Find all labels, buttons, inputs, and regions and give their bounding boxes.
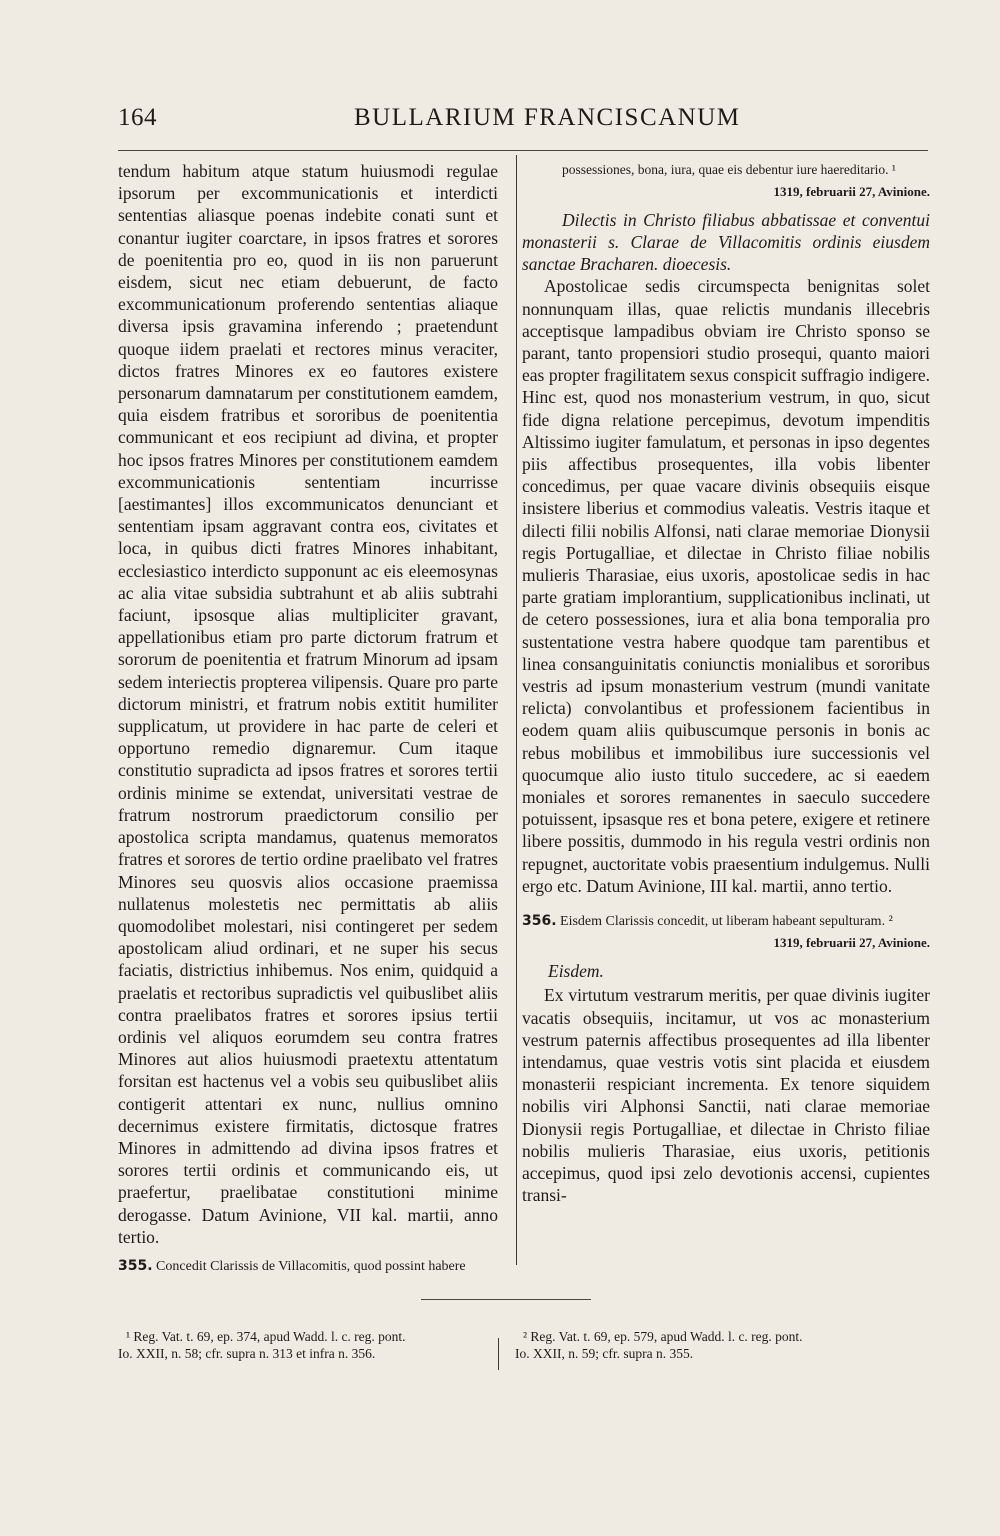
- footnote-2-line-1: ² Reg. Vat. t. 69, ep. 579, apud Wadd. l. c. reg. pont.: [523, 1329, 803, 1344]
- page-header: [118, 104, 928, 144]
- header-rule: [118, 150, 928, 151]
- left-column: [118, 160, 498, 1275]
- footnote-2: [515, 1328, 925, 1362]
- entry-356-summary: Eisdem Clarissis concedit, ut liberam habeant sepulturam. ²: [560, 914, 893, 929]
- entry-355-body: Apostolicae sedis circumspecta benignitas solet nonnunquam illas, quae relictis mundanis illecebris acceptisque lampadibus obviam ire Christo sponso se parant, tanto propensiori studio prosequi, quanto maiori eas propter fragilitatem sexus conspicit suffragio indigere. Hinc est, quod nos monasterium vestrum, in quo, sicut fide digna relatione percepimus, devotum impenditis Altissimo iugiter famulatum, et personas in ipso degentes piis affectibus prosequentes, illa vobis libenter concedimus, per quae vacare divinis obsequiis eisque insistere liberius et commodius valeatis. Vestris itaque et dilecti filii nobilis Alfonsi, nati clarae memoriae Dionysii regis Portugalliae, et dilectae in Christo filiae nobilis mulieris Tharasiae, eius uxoris, apostolicae sedis in hac parte gratiam implorantium, supplicationibus inclinati, ut de cetero possessiones, iura et alia bona temporalia pro sustentatione vestra habere quodque tam parentibus et linea consanguinitatis coniunctis monialibus et sororibus vestris ad ipsum monasterium vestrum (mundi vanitate relicta) convolantibus et professionem facientibus in eodem quam aliis quibuscumque personis in bonis ac rebus mobilibus et immobilibus iure successionis vel quocumque alio iusto titulo succedere, ac si eaedem moniales et sorores remanentes in saeculo succedere potuissent, ipsasque res et bona petere, exigere et retinere libere possitis, dummodo in his regula vestri ordinis non repugnet, auctoritate vobis praesentium indulgemus. Nulli ergo etc. Datum Avinione, III kal. martii, anno tertio.: [522, 276, 930, 896]
- entry-355-date: 1319, februarii 27, Avinione.: [773, 183, 930, 199]
- entry-355: [118, 1258, 498, 1275]
- entry-356-number: 356.: [522, 913, 557, 929]
- entry-355-number: 355.: [118, 1257, 153, 1274]
- entry-356-recipient: Eisdem.: [548, 961, 604, 982]
- entry-355-summary: Concedit Clarissis de Villacomitis, quod possint habere: [156, 1258, 466, 1274]
- footnote-1-line-2: Io. XXII, n. 58; cfr. supra n. 313 et infra n. 356.: [118, 1346, 376, 1361]
- footnote-1: [118, 1328, 488, 1362]
- right-column: [522, 160, 930, 1206]
- left-column-text: tendum habitum atque statum huiusmodi regulae ipsorum per excommunicationis et interdicti sententias aliasque poenas indebite conati sunt et conantur iugiter coarctare, in ipsos fratres et sorores de poenitentia pro eo, quod in iis non paruerunt eisdem, sicut nec etiam debuerunt, de facto excommunicationum proferendo sententias aliaque diversa ipsis gravamina inferendo ; praetendunt quoque iidem praelati et rectores minus veraciter, dictos fratres Minores ex eo fautores existere personarum damnatarum per constitutionem eamdem, quia eisdem fratribus et sororibus de poenitentia communicant et eos recipiunt ad divina, et propter hoc ipsos fratres Minores per constitutionem eamdem excommunicationis sententiam incurrisse [aestimantes] illos excommunicatos denunciant et sententiam ipsam aggravant contra eos, civitates et loca, in quibus dicti fratres Minores inhabitant, ecclesiastico interdicto supponunt ac eis eleemosynas ac alia vitae subsidia subtrahunt et ab aliis subtrahi faciunt, ipsosque alias multipliciter gravant, appellationibus etiam pro parte dictorum fratrum et sororum de poenitentia et fratrum Minorum ad ipsam sedem interiectis propterea vilipensis. Quare pro parte dictorum ministri, et fratrum nobis extitit humiliter supplicatum, ut providere in hac parte de celeri et opportuno remedio dignaremur. Cum itaque constitutio supradicta ad ipsos fratres et sorores tertii ordinis minime se extendat, universitati vestrae de fratrum nostrorum praedictorum consilio per apostolica scripta mandamus, quatenus memoratos fratres et sorores de tertio ordine praelibato vel fratres Minores seu quosvis alios occasione praemissa nullatenus molestetis nec permittatis ab aliis quomodolibet molestari, nisi contingeret per sedem apostolicam aliud ordinari, et ne super his secus faciatis, districtius inhibemus. Nos enim, quidquid a praelatis et rectoribus supradictis vel quibuslibet aliis contra praelibatos fratres et sorores ipsius tertii ordinis vel aliquos eorumdem seu contra fratres Minores aut alios huiusmodi praetextu attentatum forsitan est hactenus vel a vobis seu quibuslibet aliis contigerit attentari ex nunc, nullius omnino decernimus existere firmitatis, dictosque fratres Minores in admittendo ad divina ipsos fratres et sorores tertii ordinis et communicando eis, ut praefertur, praelibatae constitutioni minime derogasse. Datum Avinione, VII kal. martii, anno tertio.: [118, 161, 498, 1247]
- footnote-rule: [421, 1299, 591, 1300]
- entry-355-continuation: possessiones, bona, iura, quae eis debentur iure haereditario. ¹: [562, 162, 896, 177]
- footnote-divider: [498, 1338, 499, 1370]
- entry-356: [522, 913, 930, 930]
- entry-355-address: Dilectis in Christo filiabus abbatissae et conventui monasterii s. Clarae de Villacomitis ordinis eiusdem sanctae Bracharen. dioecesis.: [522, 209, 930, 275]
- column-divider: [516, 155, 517, 1265]
- footnote-1-line-1: ¹ Reg. Vat. t. 69, ep. 374, apud Wadd. l. c. reg. pont.: [126, 1329, 406, 1344]
- entry-356-body: Ex virtutum vestrarum meritis, per quae divinis iugiter vacatis obsequiis, incitamur, ut vos ac monasterium vestrum paternis affectibus prosequentes ad illa libenter intendamus, quae vestris votis sint placida et eiusdem monasterii respiciant incrementa. Ex tenore siquidem nobilis viri Alphonsi Sanctii, nati clarae memoriae Dionysii regis Portugalliae, et dilectae in Christo filiae nobilis mulieris Tharasiae, eius uxoris, petitionis accepimus, quod ipsi zelo devotionis accensi, cupientes transi-: [522, 985, 930, 1206]
- running-title: BULLARIUM FRANCISCANUM: [354, 104, 741, 131]
- page-number: 164: [118, 104, 157, 131]
- entry-356-date: 1319, februarii 27, Avinione.: [773, 935, 930, 950]
- footnote-2-line-2: Io. XXII, n. 59; cfr. supra n. 355.: [515, 1346, 694, 1361]
